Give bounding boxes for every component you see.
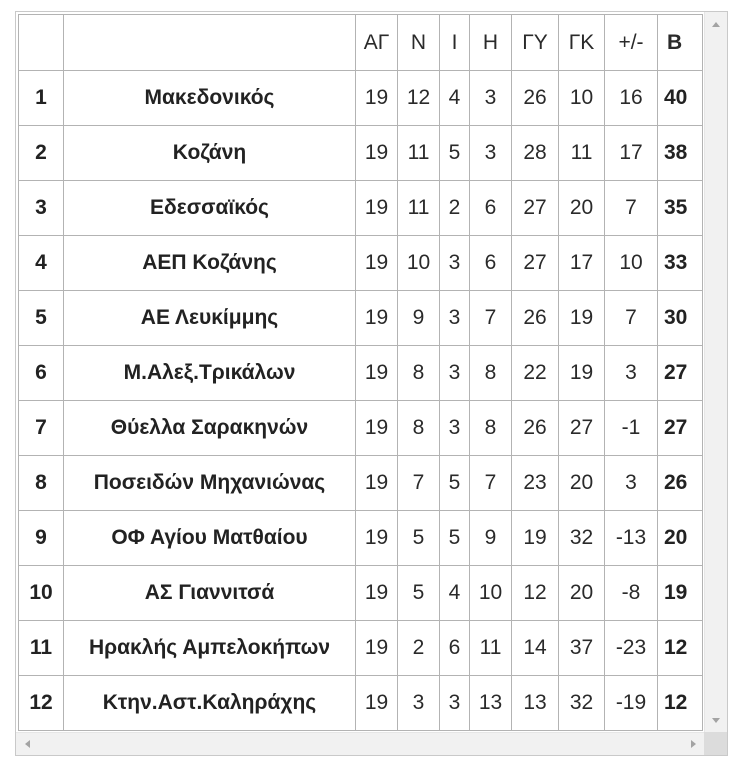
cell-team: Ηρακλής Αμπελοκήπων bbox=[64, 621, 356, 676]
cell-goals-against: 32 bbox=[559, 511, 605, 566]
cell-goal-difference: 3 bbox=[605, 346, 658, 401]
cell-goals-for: 27 bbox=[512, 181, 559, 236]
cell-goal-difference: 7 bbox=[605, 181, 658, 236]
header-goal-difference: +/- bbox=[605, 15, 658, 71]
standings-viewport bbox=[16, 12, 705, 733]
cell-played: 19 bbox=[356, 511, 398, 566]
cell-points: 19 bbox=[658, 566, 703, 621]
standings-table bbox=[18, 14, 703, 731]
cell-position: 6 bbox=[19, 346, 64, 401]
cell-points: 12 bbox=[658, 676, 703, 731]
table-row bbox=[19, 401, 703, 456]
cell-wins: 5 bbox=[398, 511, 440, 566]
cell-played: 19 bbox=[356, 401, 398, 456]
cell-goal-difference: 3 bbox=[605, 456, 658, 511]
table-row bbox=[19, 291, 703, 346]
cell-goal-difference: -8 bbox=[605, 566, 658, 621]
cell-played: 19 bbox=[356, 621, 398, 676]
cell-team: Εδεσσαϊκός bbox=[64, 181, 356, 236]
table-row bbox=[19, 621, 703, 676]
cell-played: 19 bbox=[356, 126, 398, 181]
cell-losses: 11 bbox=[470, 621, 512, 676]
header-wins: Ν bbox=[398, 15, 440, 71]
cell-goals-against: 19 bbox=[559, 346, 605, 401]
horizontal-scrollbar[interactable] bbox=[16, 732, 705, 755]
cell-points: 27 bbox=[658, 401, 703, 456]
cell-goals-for: 27 bbox=[512, 236, 559, 291]
cell-losses: 13 bbox=[470, 676, 512, 731]
cell-wins: 11 bbox=[398, 181, 440, 236]
cell-team: ΑΣ Γιαννιτσά bbox=[64, 566, 356, 621]
cell-played: 19 bbox=[356, 566, 398, 621]
cell-losses: 3 bbox=[470, 71, 512, 126]
cell-goals-against: 11 bbox=[559, 126, 605, 181]
cell-wins: 10 bbox=[398, 236, 440, 291]
cell-position: 1 bbox=[19, 71, 64, 126]
cell-played: 19 bbox=[356, 456, 398, 511]
cell-goal-difference: 10 bbox=[605, 236, 658, 291]
cell-played: 19 bbox=[356, 291, 398, 346]
cell-points: 33 bbox=[658, 236, 703, 291]
cell-position: 2 bbox=[19, 126, 64, 181]
cell-goals-for: 28 bbox=[512, 126, 559, 181]
cell-team: Ποσειδών Μηχανιώνας bbox=[64, 456, 356, 511]
arrow-right-icon[interactable] bbox=[691, 740, 696, 748]
cell-team: ΟΦ Αγίου Ματθαίου bbox=[64, 511, 356, 566]
table-row bbox=[19, 676, 703, 731]
cell-points: 30 bbox=[658, 291, 703, 346]
cell-points: 38 bbox=[658, 126, 703, 181]
cell-goals-for: 26 bbox=[512, 401, 559, 456]
arrow-up-icon[interactable] bbox=[712, 22, 720, 27]
cell-draws: 3 bbox=[440, 676, 470, 731]
cell-draws: 6 bbox=[440, 621, 470, 676]
header-losses: Η bbox=[470, 15, 512, 71]
cell-goal-difference: 17 bbox=[605, 126, 658, 181]
cell-goals-against: 19 bbox=[559, 291, 605, 346]
cell-team: Θύελλα Σαρακηνών bbox=[64, 401, 356, 456]
cell-team: Μ.Αλεξ.Τρικάλων bbox=[64, 346, 356, 401]
cell-goals-against: 20 bbox=[559, 566, 605, 621]
cell-losses: 6 bbox=[470, 181, 512, 236]
arrow-down-icon[interactable] bbox=[712, 718, 720, 723]
table-row bbox=[19, 511, 703, 566]
cell-goal-difference: 16 bbox=[605, 71, 658, 126]
cell-wins: 7 bbox=[398, 456, 440, 511]
table-row bbox=[19, 126, 703, 181]
cell-position: 4 bbox=[19, 236, 64, 291]
table-row bbox=[19, 236, 703, 291]
cell-losses: 10 bbox=[470, 566, 512, 621]
cell-goals-for: 22 bbox=[512, 346, 559, 401]
cell-goal-difference: -1 bbox=[605, 401, 658, 456]
table-row bbox=[19, 181, 703, 236]
cell-wins: 11 bbox=[398, 126, 440, 181]
cell-losses: 8 bbox=[470, 401, 512, 456]
cell-goal-difference: 7 bbox=[605, 291, 658, 346]
cell-goals-against: 37 bbox=[559, 621, 605, 676]
cell-draws: 2 bbox=[440, 181, 470, 236]
cell-position: 3 bbox=[19, 181, 64, 236]
cell-points: 35 bbox=[658, 181, 703, 236]
cell-played: 19 bbox=[356, 676, 398, 731]
cell-goals-against: 17 bbox=[559, 236, 605, 291]
cell-played: 19 bbox=[356, 236, 398, 291]
cell-losses: 8 bbox=[470, 346, 512, 401]
cell-team: ΑΕ Λευκίμμης bbox=[64, 291, 356, 346]
header-goals-for: ΓΥ bbox=[512, 15, 559, 71]
cell-team: Κτην.Αστ.Καληράχης bbox=[64, 676, 356, 731]
cell-wins: 8 bbox=[398, 401, 440, 456]
cell-draws: 3 bbox=[440, 401, 470, 456]
table-row bbox=[19, 71, 703, 126]
header-points: Β bbox=[658, 15, 703, 71]
cell-goals-for: 23 bbox=[512, 456, 559, 511]
header-draws: Ι bbox=[440, 15, 470, 71]
cell-position: 12 bbox=[19, 676, 64, 731]
cell-losses: 7 bbox=[470, 291, 512, 346]
cell-draws: 5 bbox=[440, 456, 470, 511]
cell-points: 12 bbox=[658, 621, 703, 676]
cell-position: 11 bbox=[19, 621, 64, 676]
arrow-left-icon[interactable] bbox=[25, 740, 30, 748]
standings-frame bbox=[15, 11, 728, 756]
cell-goals-against: 10 bbox=[559, 71, 605, 126]
header-goals-against: ΓΚ bbox=[559, 15, 605, 71]
standings-body bbox=[19, 71, 703, 731]
cell-played: 19 bbox=[356, 71, 398, 126]
cell-losses: 7 bbox=[470, 456, 512, 511]
cell-wins: 8 bbox=[398, 346, 440, 401]
cell-wins: 2 bbox=[398, 621, 440, 676]
cell-losses: 3 bbox=[470, 126, 512, 181]
cell-goals-for: 14 bbox=[512, 621, 559, 676]
cell-played: 19 bbox=[356, 346, 398, 401]
cell-draws: 3 bbox=[440, 291, 470, 346]
cell-goal-difference: -23 bbox=[605, 621, 658, 676]
cell-goal-difference: -19 bbox=[605, 676, 658, 731]
cell-points: 40 bbox=[658, 71, 703, 126]
cell-goals-against: 20 bbox=[559, 456, 605, 511]
cell-goals-for: 13 bbox=[512, 676, 559, 731]
cell-goal-difference: -13 bbox=[605, 511, 658, 566]
cell-draws: 3 bbox=[440, 236, 470, 291]
cell-goals-against: 20 bbox=[559, 181, 605, 236]
cell-losses: 9 bbox=[470, 511, 512, 566]
cell-draws: 4 bbox=[440, 566, 470, 621]
scrollbar-corner bbox=[704, 732, 727, 755]
cell-wins: 12 bbox=[398, 71, 440, 126]
cell-team: ΑΕΠ Κοζάνης bbox=[64, 236, 356, 291]
cell-points: 20 bbox=[658, 511, 703, 566]
header-position bbox=[19, 15, 64, 71]
cell-played: 19 bbox=[356, 181, 398, 236]
table-row bbox=[19, 566, 703, 621]
cell-wins: 5 bbox=[398, 566, 440, 621]
cell-goals-against: 27 bbox=[559, 401, 605, 456]
header-played: ΑΓ bbox=[356, 15, 398, 71]
cell-team: Κοζάνη bbox=[64, 126, 356, 181]
cell-position: 5 bbox=[19, 291, 64, 346]
cell-position: 8 bbox=[19, 456, 64, 511]
cell-draws: 5 bbox=[440, 511, 470, 566]
table-row bbox=[19, 346, 703, 401]
cell-position: 7 bbox=[19, 401, 64, 456]
cell-position: 10 bbox=[19, 566, 64, 621]
cell-position: 9 bbox=[19, 511, 64, 566]
cell-goals-for: 26 bbox=[512, 291, 559, 346]
cell-draws: 3 bbox=[440, 346, 470, 401]
cell-draws: 5 bbox=[440, 126, 470, 181]
vertical-scrollbar[interactable] bbox=[704, 12, 727, 733]
cell-points: 26 bbox=[658, 456, 703, 511]
cell-team: Μακεδονικός bbox=[64, 71, 356, 126]
header-row bbox=[19, 15, 703, 71]
cell-points: 27 bbox=[658, 346, 703, 401]
cell-goals-for: 12 bbox=[512, 566, 559, 621]
cell-wins: 3 bbox=[398, 676, 440, 731]
cell-goals-for: 19 bbox=[512, 511, 559, 566]
table-row bbox=[19, 456, 703, 511]
cell-goals-against: 32 bbox=[559, 676, 605, 731]
cell-draws: 4 bbox=[440, 71, 470, 126]
cell-goals-for: 26 bbox=[512, 71, 559, 126]
header-team bbox=[64, 15, 356, 71]
cell-losses: 6 bbox=[470, 236, 512, 291]
cell-wins: 9 bbox=[398, 291, 440, 346]
